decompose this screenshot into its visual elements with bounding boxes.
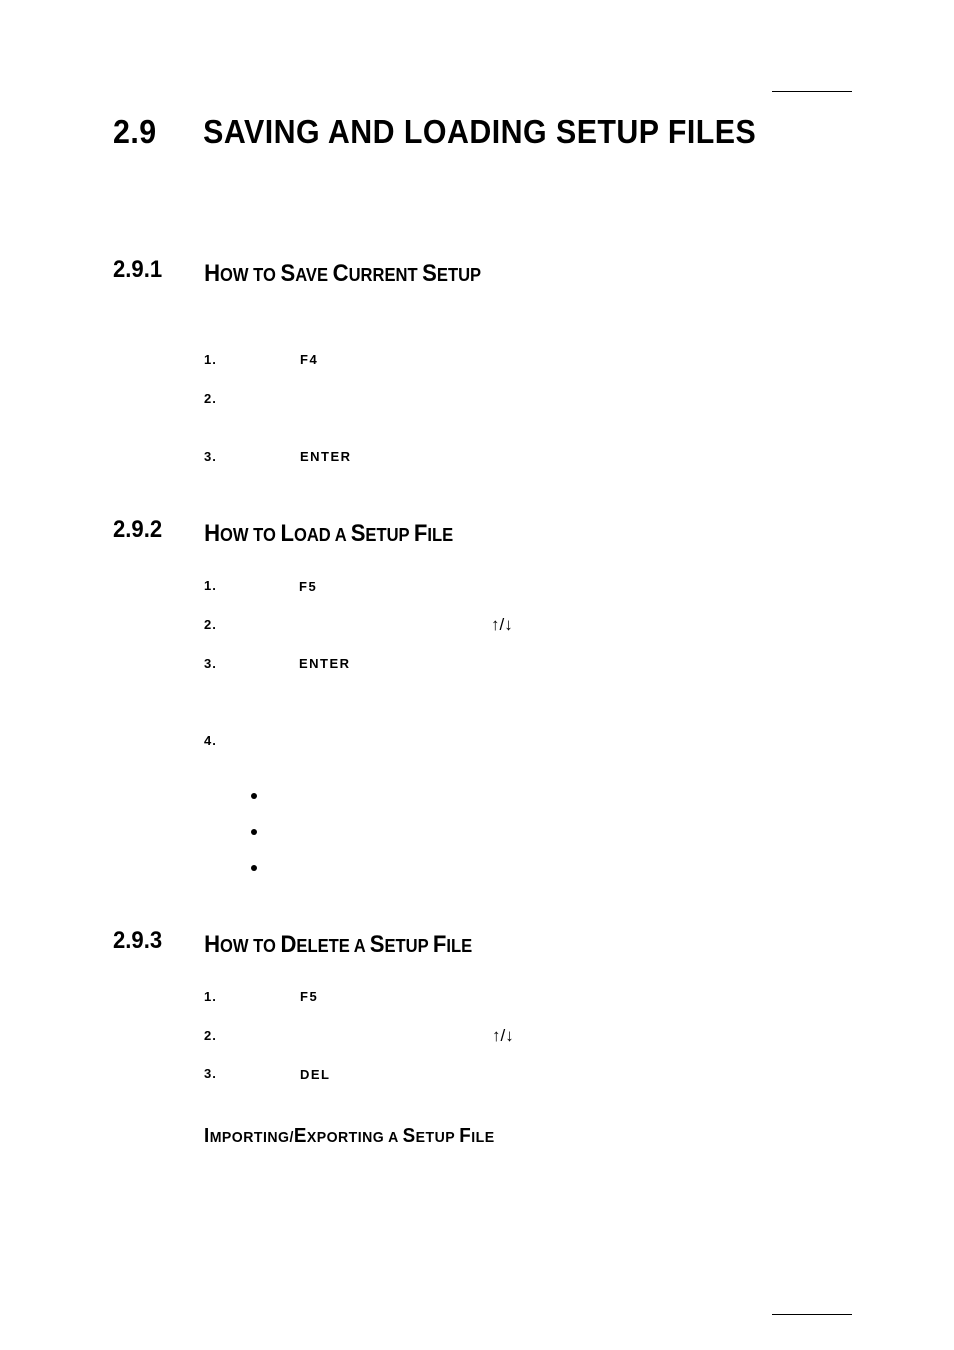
- title-segment: OW TO: [220, 525, 281, 545]
- title-initial: D: [280, 931, 297, 958]
- step-number: 3.: [204, 449, 217, 464]
- title-segment: ILE: [471, 1129, 495, 1146]
- key-label: ENTER: [300, 449, 352, 464]
- bullet: [251, 829, 257, 835]
- title-initial: H: [204, 260, 221, 287]
- title-initial: F: [413, 520, 428, 547]
- title-initial: S: [280, 260, 296, 287]
- step-number: 2.: [204, 1028, 217, 1043]
- title-segment: URRENT: [348, 265, 423, 285]
- title-initial: F: [459, 1125, 472, 1147]
- bullet: [251, 793, 257, 799]
- step-number: 2.: [204, 391, 217, 406]
- step-number: 1.: [204, 352, 217, 367]
- heading-title: [204, 520, 453, 548]
- footer-rule: [772, 1314, 852, 1315]
- title-initial: C: [332, 260, 349, 287]
- up-down-arrow-keys: ↑/↓: [491, 615, 513, 634]
- heading-number: 2.9.1: [113, 256, 163, 283]
- title-segment: ETUP: [365, 525, 414, 545]
- title-segment: ELETE A: [296, 936, 370, 956]
- title-initial: H: [204, 931, 221, 958]
- title-segment: ILE: [427, 525, 454, 545]
- up-down-arrow-keys: ↑/↓: [492, 1026, 514, 1045]
- title-segment: ETUP: [384, 936, 433, 956]
- step-number: 3.: [204, 1066, 217, 1081]
- heading-title: [204, 931, 472, 959]
- key-label: DEL: [300, 1067, 331, 1082]
- bullet: [251, 865, 257, 871]
- heading-number: 2.9.3: [113, 927, 163, 954]
- title-segment: ILE: [446, 936, 473, 956]
- step-number: 3.: [204, 656, 217, 671]
- title-segment: OW TO: [220, 265, 281, 285]
- step-number: 4.: [204, 733, 217, 748]
- header-rule: [772, 91, 852, 92]
- key-label: F4: [300, 352, 319, 367]
- title-segment: ETUP: [436, 265, 482, 285]
- title-initial: S: [422, 260, 437, 287]
- key-label: F5: [299, 579, 318, 594]
- title-initial: S: [350, 520, 366, 547]
- key-label: F5: [300, 989, 319, 1004]
- title-initial: L: [280, 520, 294, 547]
- title-segment: XPORTING A: [306, 1129, 403, 1146]
- heading-title: [204, 260, 481, 288]
- title-segment: MPORTING/: [209, 1129, 294, 1146]
- key-label: ENTER: [299, 656, 351, 671]
- step-number: 1.: [204, 578, 217, 593]
- title-initial: S: [402, 1125, 416, 1147]
- title-initial: F: [432, 931, 447, 958]
- title-segment: OW TO: [220, 936, 281, 956]
- title-initial: S: [369, 931, 385, 958]
- subsection-heading-import-export: [204, 1125, 495, 1148]
- heading-number: 2.9: [113, 113, 157, 150]
- heading-number: 2.9.2: [113, 516, 163, 543]
- title-initial: E: [293, 1125, 307, 1147]
- title-initial: H: [204, 520, 221, 547]
- title-segment: ETUP: [415, 1129, 460, 1146]
- title-segment: AVE: [295, 265, 333, 285]
- title-segment: OAD A: [293, 525, 351, 545]
- step-number: 2.: [204, 617, 217, 632]
- step-number: 1.: [204, 989, 217, 1004]
- title-initial: I: [204, 1125, 210, 1147]
- heading-title: SAVING AND LOADING SETUP FILES: [203, 113, 757, 150]
